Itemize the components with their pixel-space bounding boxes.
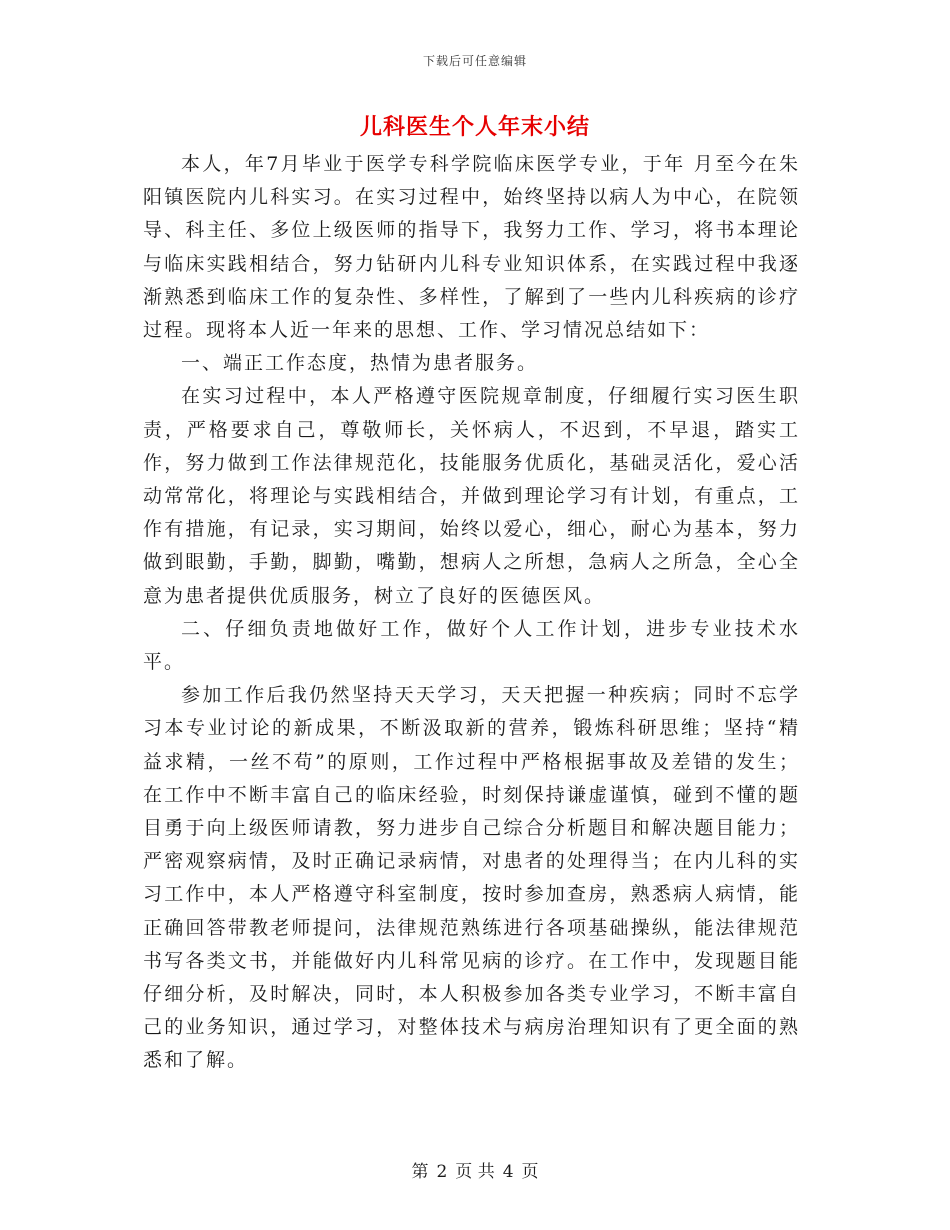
document-body xyxy=(143,148,800,1078)
paragraph-section-1: 在实习过程中，本人严格遵守医院规章制度，仔细履行实习医生职责，严格要求自己，尊敬师长，关怀病人，不迟到，不早退，踏实工作，努力做到工作法律规范化，技能服务优质化，基础灵活化，爱心活动常常化，将理论与实践相结合，并做到理论学习有计划，有重点，工作有措施，有记录，实习期间，始终以爱心，细心，耐心为基本，努力做到眼勤，手勤，脚勤，嘴勤，想病人之所想，急病人之所急，全心全意为患者提供优质服务，树立了良好的医德医风。 xyxy=(143,385,800,607)
page-mid: 页 共 xyxy=(455,1162,495,1182)
document-title: 儿科医生个人年末小结 xyxy=(359,114,590,140)
page-total: 4 xyxy=(502,1162,514,1182)
paragraph-intro: 本人，年7月毕业于医学专科学院临床医学专业，于年 月至今在朱阳镇医院内儿科实习。在实习过程中，始终坚持以病人为中心，在院领导、科主任、多位上级医师的指导下，我努力工作、学习，将书本理论与临床实践相结合，努力钻研内儿科专业知识体系，在实践过程中我逐渐熟悉到临床工作的复杂性、多样性，了解到了一些内儿科疾病的诊疗过程。现将本人近一年来的思想、工作、学习情况总结如下： xyxy=(143,153,800,342)
paragraph-section-2: 参加工作后我仍然坚持天天学习，天天把握一种疾病；同时不忘学习本专业讨论的新成果，不断汲取新的营养，锻炼科研思维；坚持“精益求精，一丝不苟”的原则，工作过程中严格根据事故及差错的发生；在工作中不断丰富自己的临床经验，时刻保持谦虚谨慎，碰到不懂的题目勇于向上级医师请教，努力进步自己综合分析题目和解决题目能力；严密观察病情，及时正确记录病情，对患者的处理得当；在内儿科的实习工作中，本人严格遵守科室制度，按时参加查房，熟悉病人病情，能正确回答带教老师提问，法律规范熟练进行各项基础操纵，能法律规范书写各类文书，并能做好内儿科常见病的诊疗。在工作中，发现题目能仔细分析，及时解决，同时，本人积极参加各类专业学习，不断丰富自己的业务知识，通过学习，对整体技术与病房治理知识有了更全面的熟悉和了解。 xyxy=(143,684,800,1072)
header-note: 下载后可任意编辑 xyxy=(422,54,527,68)
section-heading-1: 一、端正工作态度，热情为患者服务。 xyxy=(181,352,539,375)
page-current: 2 xyxy=(436,1162,448,1182)
page-prefix: 第 xyxy=(411,1162,429,1182)
section-heading-2: 二、仔细负责地做好工作，做好个人工作计划，进步专业技术水平。 xyxy=(143,617,800,674)
page-footer xyxy=(0,1157,950,1182)
page-suffix: 页 xyxy=(521,1162,539,1182)
